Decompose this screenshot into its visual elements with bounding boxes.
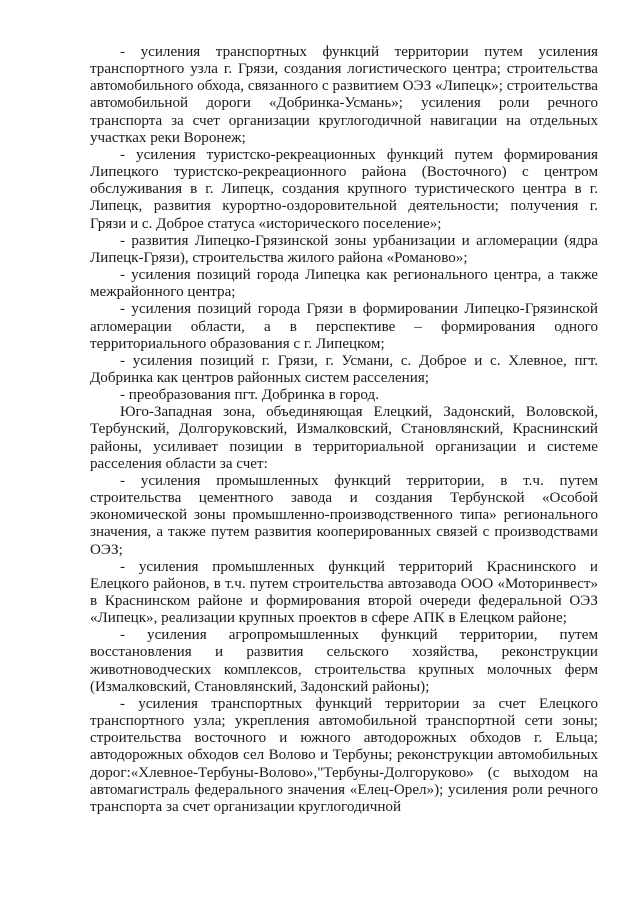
paragraph-krasninsky-yelets: - усиления промышленных функций территорий Краснинского и Елецкого районов, в т.ч. путем строительства автозавода ООО «Моторинвест» в Краснинском районе и формирования второй очереди федеральной ОЭЗ «Липецк», реализации крупных проектов в сфере АПК в Елецком районе;	[90, 558, 598, 627]
paragraph-tourism-recreation: - усиления туристско-рекреационных функций путем формирования Липецкого туристско-рекреационного района (Восточного) с центром обслуживания в г. Липецк, создания крупного туристического центра в г. Липецк, развития курортно-оздоровительной деятельности; получения г. Грязи и с. Доброе статуса «исторического поселение»;	[90, 146, 598, 232]
paragraph-transport-gryazi: - усиления транспортных функций территории путем усиления транспортного узла г. Грязи, создания логистического центра; строительства автомобильного обхода, связанного с развитием ОЭЗ «Липецк»; строительства автомобильной дороги «Добринка-Усмань»; усиления роли речного транспорта за счет организации круглогодичной навигации на отдельных участках реки Воронеж;	[90, 44, 598, 146]
paragraph-urbanization-zone: - развития Липецко-Грязинской зоны урбанизации и агломерации (ядра Липецк-Грязи), строительства жилого района «Романово»;	[90, 232, 598, 266]
paragraph-agroindustrial: - усиления агропромышленных функций территории, путем восстановления и развития сельского хозяйства, реконструкции животноводческих комплексов, строительства крупных молочных ферм (Измалковский, Становлянский, Задонский районы);	[90, 627, 598, 695]
paragraph-southwest-zone: Юго-Западная зона, объединяющая Елецкий, Задонский, Воловской, Тербунский, Долгоруковский, Измалковский, Становлянский, Краснинский районы, усиливает позиции в территориальной организации и системе расселения области за счет:	[90, 404, 598, 472]
paragraph-dobrinka-town: - преобразования пгт. Добринка в город.	[120, 387, 379, 404]
paragraph-gryazi-agglomeration: - усиления позиций города Грязи в формировании Липецко-Грязинской агломерации области, а в перспективе – формирования одного территориального образования с г. Липецком;	[90, 301, 598, 352]
paragraph-district-centers: - усиления позиций г. Грязи, г. Усмани, с. Доброе и с. Хлевное, пгт. Добринка как центров районных систем расселения;	[90, 352, 598, 386]
paragraph-transport-yelets: - усиления транспортных функций территории за счет Елецкого транспортного узла; укрепления автомобильной транспортной сети зоны; строительства восточного и южного автодорожных обходов г. Ельца; автодорожных обходов сел Волово и Тербуны; реконструкции автомобильных дорог:«Хлевное-Тербуны-Волово»,"Тербуны-Долгоруково» (с выходом на автомагистраль федерального значения «Елец-Орел»); усиления роли речного транспорта за счет организации круглогодичной	[90, 695, 598, 815]
paragraph-industrial-functions: - усиления промышленных функций территории, в т.ч. путем строительства цементного завода и создания Тербунской «Особой экономической зоны промышленно-производственного типа» регионального значения, а также путем развития кооперированных связей с производствами ОЭЗ;	[90, 472, 598, 558]
paragraph-lipetsk-center: - усиления позиций города Липецка как регионального центра, а также межрайонного центра;	[90, 267, 598, 301]
document-body	[90, 44, 598, 816]
